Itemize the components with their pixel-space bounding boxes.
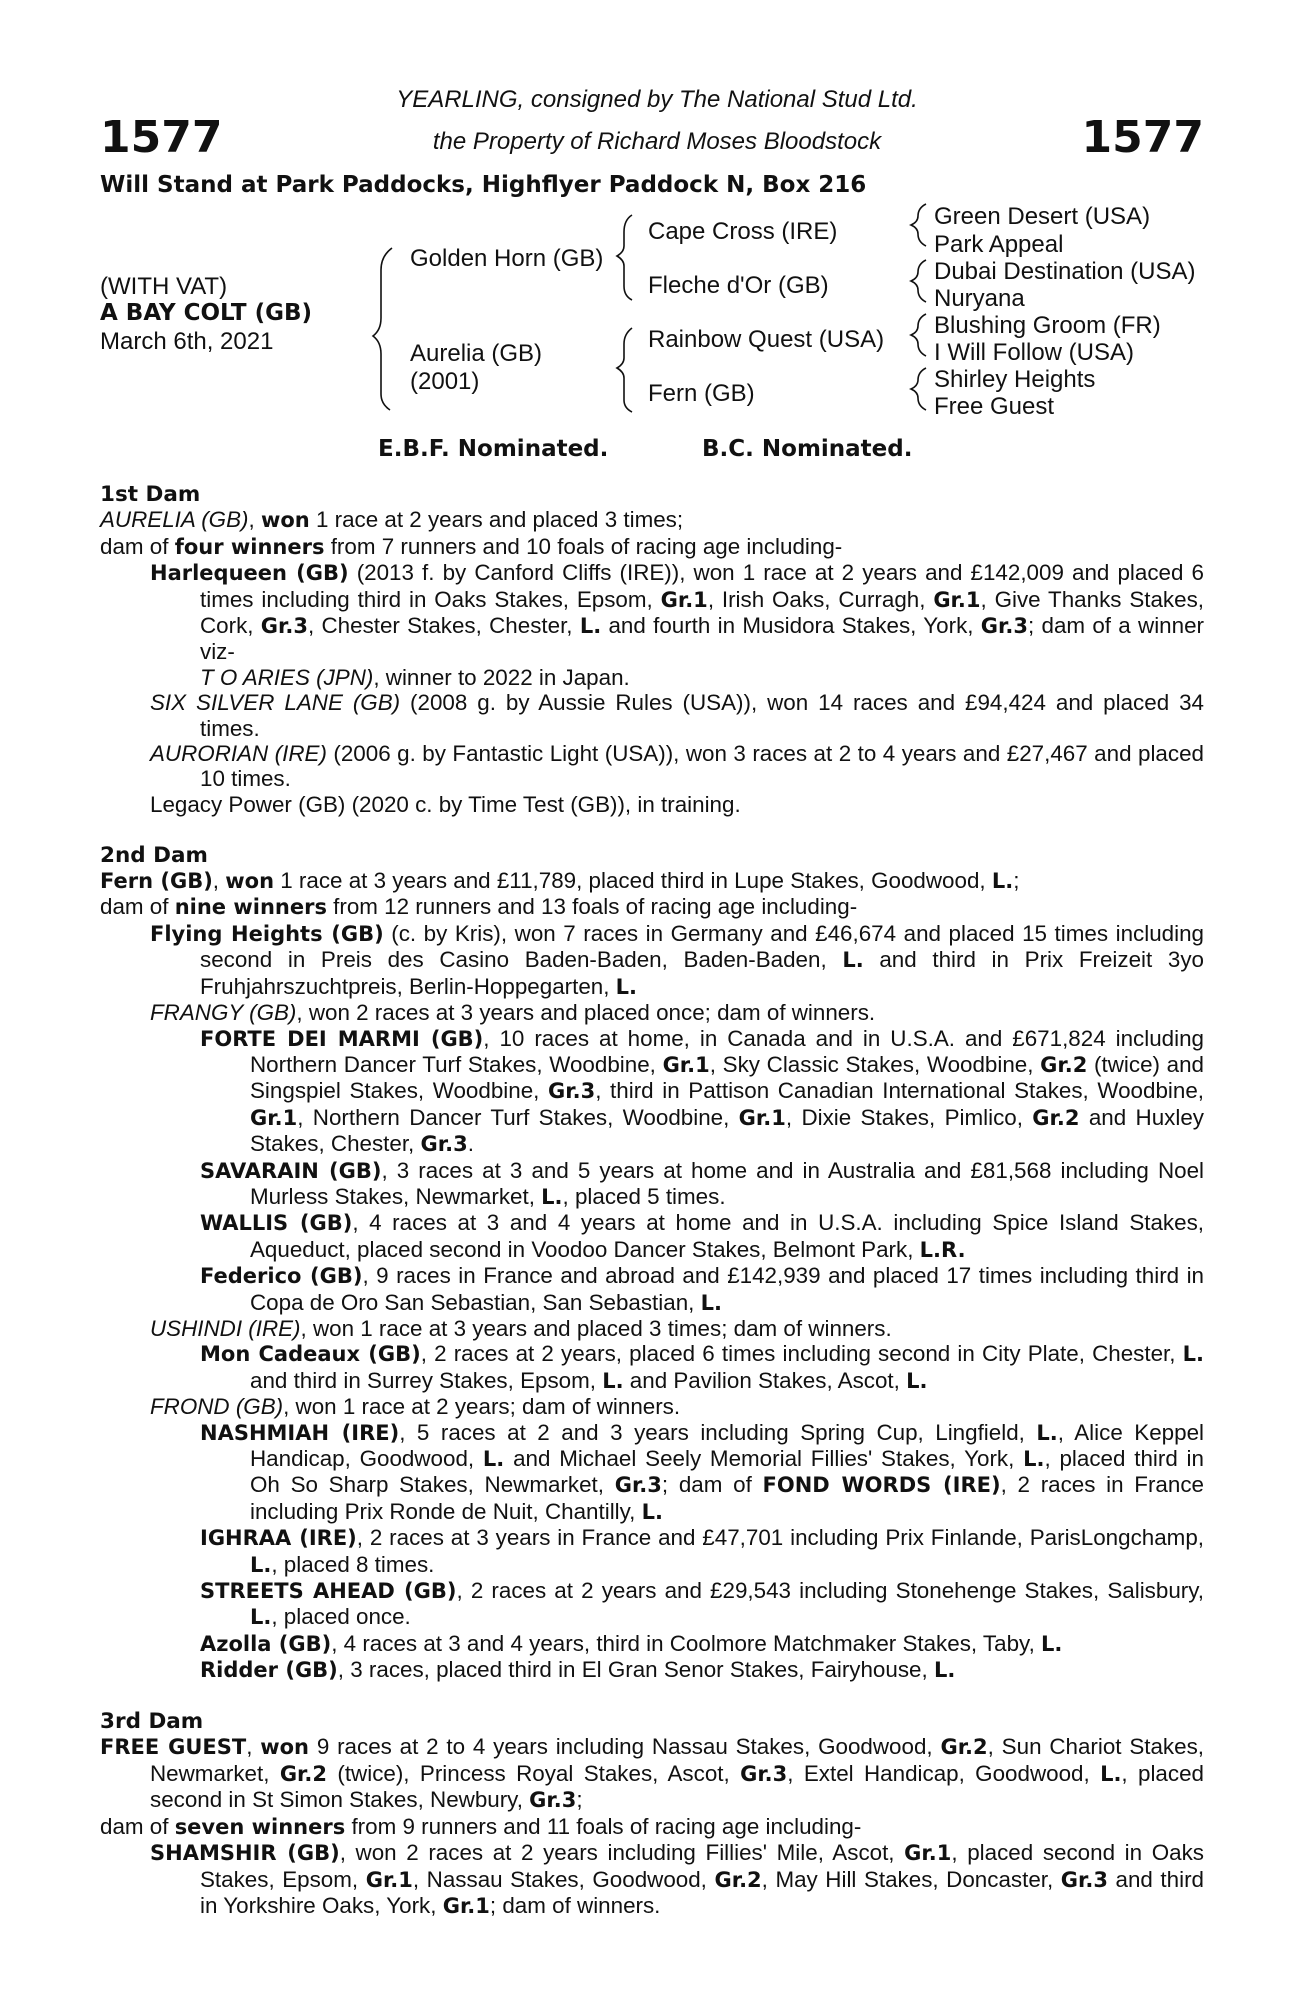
pedigree-dam: Aurelia (GB) (410, 340, 543, 367)
catalogue-body (100, 482, 1204, 1919)
dam1-offspring-legacy-power: Legacy Power (GB) (2020 c. by Time Test (GB)), in training. (150, 791, 741, 817)
dam2-grandoffspring-savarain: SAVARAIN (GB), 3 races at 3 and 5 years at home and in Australia and £81,568 including Noel Murless Stakes, Newmarket, L., placed 5 times. (200, 1157, 1205, 1209)
dam2-produce-summary: dam of nine winners from 12 runners and 13 foals of racing age including- (100, 894, 858, 920)
dam2-grandoffspring-federico: Federico (GB), 9 races in France and abroad and £142,939 and placed 17 times including third in Copa de Oro San Sebastian, San Sebastian, L. (200, 1263, 1204, 1315)
dam1-summary: AURELIA (GB), won 1 race at 2 years and placed 3 times; (100, 507, 684, 533)
first-dam-heading: 1st Dam (100, 482, 201, 507)
dam2-grandoffspring-wallis: WALLIS (GB), 4 races at 3 and 4 years at home and in U.S.A. including Spice Island Stakes, Aqueduct, placed second in Voodoo Dancer Stakes, Belmont Park, L.R. (200, 1210, 1204, 1262)
dam2-grandoffspring-mon-cadeaux: Mon Cadeaux (GB), 2 races at 2 years, placed 6 times including second in City Plate, Chester, L. and third in Surrey Stakes, Epsom, L. and Pavilion Stakes, Ascot, L. (200, 1341, 1204, 1393)
dam2-offspring-frangy: FRANGY (GB), won 2 races at 3 years and placed once; dam of winners. (150, 1000, 876, 1026)
dam2-grandoffspring-ighraa: IGHRAA (IRE), 2 races at 3 years in France and £47,701 including Prix Finlande, ParisLongchamp, L., placed 8 times. (200, 1525, 1204, 1577)
pedigree-sds: Dubai Destination (USA) (934, 258, 1196, 285)
dam1-produce-summary: dam of four winners from 7 runners and 10 foals of racing age including- (100, 533, 843, 559)
pedigree-sire-dam: Fleche d'Or (GB) (648, 272, 829, 299)
lot-number-right: 1577 (1081, 112, 1204, 163)
pedigree-sire-sire: Cape Cross (IRE) (648, 218, 838, 245)
pedigree-dam-sire: Rainbow Quest (USA) (648, 326, 885, 353)
horse-name: A BAY COLT (GB) (100, 300, 313, 326)
dam2-offspring-frond: FROND (GB), won 1 race at 2 years; dam of winners. (150, 1394, 681, 1420)
dam2-grandoffspring-ridder: Ridder (GB), 3 races, placed third in El Gran Senor Stakes, Fairyhouse, L. (200, 1657, 956, 1683)
pedigree-ddd: Free Guest (934, 393, 1055, 420)
third-dam-heading: 3rd Dam (100, 1709, 204, 1735)
dam2-grandoffspring-nashmiah: NASHMIAH (IRE), 5 races at 2 and 3 years including Spring Cup, Lingfield, L., Alice Keppel Handicap, Goodwood, L. and Michael Seely Memorial Fillies' Stakes, York, L., placed third in Oh So Sharp Stakes, Newmarket, Gr.3; dam of FOND WORDS (IRE), 2 races in France including Prix Ronde de Nuit, Chantilly, L. (200, 1419, 1204, 1524)
consignment-line: YEARLING, consigned by The National Stud Ltd. (396, 86, 918, 113)
second-dam-heading: 2nd Dam (100, 842, 208, 868)
dam2-summary: Fern (GB), won 1 race at 3 years and £11,789, placed third in Lupe Stakes, Goodwood, L.; (100, 868, 1020, 894)
dam2-offspring-flying-heights: Flying Heights (GB) (c. by Kris), won 7 races in Germany and £46,674 and placed 15 times including second in Preis des Casino Baden-Baden, Baden-Baden, L. and third in Prix Freizeit 3yo Fruhjahrszuchtpreis, Berlin-Hoppegarten, L. (150, 920, 1204, 999)
pedigree-sire: Golden Horn (GB) (410, 245, 604, 272)
pedigree-sdd: Nuryana (934, 285, 1025, 312)
pedigree-ssd: Park Appeal (934, 231, 1064, 258)
stand-location: Will Stand at Park Paddocks, Highflyer Paddock N, Box 216 (100, 172, 867, 198)
ebf-nomination: E.B.F. Nominated. (378, 436, 609, 462)
bc-nomination: B.C. Nominated. (702, 436, 913, 462)
vat-note: (WITH VAT) (100, 273, 228, 300)
pedigree-dam-dam: Fern (GB) (648, 380, 755, 407)
pedigree-sss: Green Desert (USA) (934, 203, 1151, 230)
dam1-offspring-harlequeen: Harlequeen (GB) (2013 f. by Canford Cliffs (IRE)), won 1 race at 2 years and £142,009 and placed 6 times including third in Oaks Stakes, Epsom, Gr.1, Irish Oaks, Curragh, Gr.1, Give Thanks Stakes, Cork, Gr.3, Chester Stakes, Chester, L. and fourth in Musidora Stakes, York, Gr.3; dam of a winner viz- (150, 560, 1204, 665)
pedigree-dss: Blushing Groom (FR) (934, 312, 1161, 339)
dam3-offspring-shamshir: SHAMSHIR (GB), won 2 races at 2 years including Fillies' Mile, Ascot, Gr.1, placed second in Oaks Stakes, Epsom, Gr.1, Nassau Stakes, Goodwood, Gr.2, May Hill Stakes, Doncaster, Gr.3 and third in Yorkshire Oaks, York, Gr.1; dam of winners. (150, 1840, 1204, 1918)
lot-number-left: 1577 (100, 112, 223, 163)
pedigree-dam-year: (2001) (410, 368, 480, 395)
dam3-produce-summary: dam of seven winners from 9 runners and 11 foals of racing age including- (100, 1813, 862, 1839)
dam2-offspring-ushindi: USHINDI (IRE), won 1 race at 3 years and placed 3 times; dam of winners. (150, 1315, 892, 1341)
dam1-offspring-aurorian: AURORIAN (IRE) (2006 g. by Fantastic Light (USA)), won 3 races at 2 to 4 years and £27,467 and placed 10 times. (150, 741, 1204, 792)
dam2-grandoffspring-forte-dei-marmi: FORTE DEI MARMI (GB), 10 races at home, in Canada and in U.S.A. and £671,824 including Northern Dancer Turf Stakes, Woodbine, Gr.1, Sky Classic Stakes, Woodbine, Gr.2 (twice) and Singspiel Stakes, Woodbine, Gr.3, third in Pattison Canadian International Stakes, Woodbine, Gr.1, Northern Dancer Turf Stakes, Woodbine, Gr.1, Dixie Stakes, Pimlico, Gr.2 and Huxley Stakes, Chester, Gr.3. (200, 1025, 1205, 1157)
horse-dob: March 6th, 2021 (100, 328, 274, 355)
dam2-grandoffspring-streets-ahead: STREETS AHEAD (GB), 2 races at 2 years and £29,543 including Stonehenge Stakes, Salisbury, L., placed once. (200, 1578, 1204, 1630)
property-line: the Property of Richard Moses Bloodstock (432, 128, 882, 155)
dam3-summary: FREE GUEST, won 9 races at 2 to 4 years including Nassau Stakes, Goodwood, Gr.2, Sun Chariot Stakes, Newmarket, Gr.2 (twice), Princess Royal Stakes, Ascot, Gr.3, Extel Handicap, Goodwood, L., placed second in St Simon Stakes, Newbury, Gr.3; (100, 1734, 1204, 1813)
dam2-grandoffspring-azolla: Azolla (GB), 4 races at 3 and 4 years, third in Coolmore Matchmaker Stakes, Taby, L. (200, 1630, 1063, 1656)
dam1-offspring-six-silver-lane: SIX SILVER LANE (GB) (2008 g. by Aussie Rules (USA)), won 14 races and £94,424 and placed 34 times. (150, 690, 1204, 741)
pedigree-dsd: I Will Follow (USA) (934, 339, 1135, 366)
pedigree-dds: Shirley Heights (934, 366, 1096, 393)
dam1-grandoffspring-t-o-aries: T O ARIES (JPN), winner to 2022 in Japan. (200, 664, 630, 690)
